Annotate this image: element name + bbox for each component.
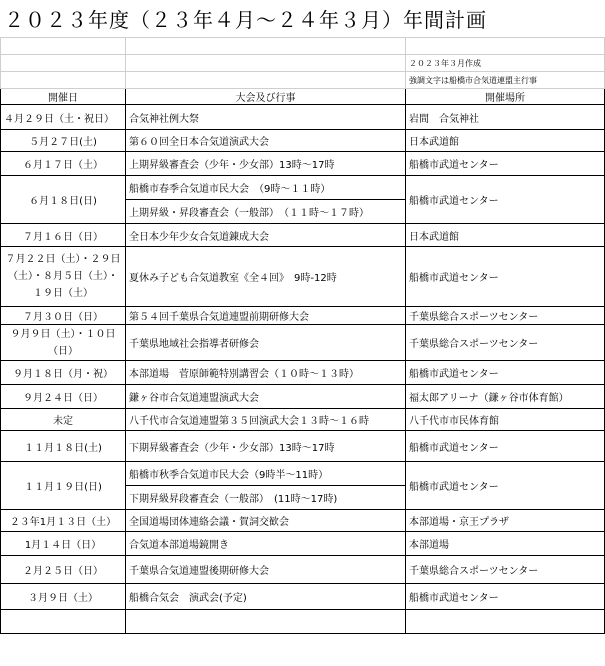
event-date: ３月９日（土） xyxy=(1,584,126,610)
event-date: ７月２２日（土）・２９日（土）・８月５日（土）・１９日（土） xyxy=(1,247,126,307)
table-row xyxy=(1,176,605,200)
table-row xyxy=(1,431,605,462)
event-venue: 千葉県総合スポーツセンター xyxy=(406,325,605,361)
event-name: 千葉県合気道連盟後期研修大会 xyxy=(126,556,406,584)
event-date: １１月１８日(土) xyxy=(1,431,126,462)
event-name: 本部道場 菅原師範特別講習会（１０時～１３時） xyxy=(126,361,406,385)
header-venue: 開催場所 xyxy=(406,89,605,105)
table-row xyxy=(1,462,605,486)
table-row xyxy=(1,556,605,584)
created-row xyxy=(1,55,605,72)
event-date: ９月２４日（日） xyxy=(1,385,126,409)
event-name: 下期昇級昇段審査会（一般部） (11時～17時) xyxy=(126,486,406,510)
event-name: 鎌ヶ谷市合気道連盟演武大会 xyxy=(126,385,406,409)
event-date: ７月１６日（日） xyxy=(1,224,126,247)
blank-row xyxy=(1,610,605,634)
event-name: 夏休み子ども合気道教室《全４回》 9時-12時 xyxy=(126,247,406,307)
legend-note: 強調文字は船橋市合気道連盟主行事 xyxy=(406,72,605,89)
table-row xyxy=(1,325,605,361)
event-name: 船橋市秋季合気道市民大会（9時半～11時） xyxy=(126,462,406,486)
event-venue: 千葉県総合スポーツセンター xyxy=(406,307,605,325)
event-venue: 八千代市市民体育館 xyxy=(406,409,605,431)
event-date: ７月３０日（日） xyxy=(1,307,126,325)
event-name: 上期昇級・昇段審査会（一般部） （１１時～１７時） xyxy=(126,200,406,224)
event-venue: 千葉県総合スポーツセンター xyxy=(406,556,605,584)
event-date: ９月１８日（月・祝） xyxy=(1,361,126,385)
event-date: ２３年1月１３日（土） xyxy=(1,510,126,532)
event-venue: 本部道場 xyxy=(406,532,605,556)
event-venue: 船橋市武道センター xyxy=(406,584,605,610)
event-name: 上期昇級審査会（少年・少女部）13時～17時 xyxy=(126,152,406,176)
event-venue: 日本武道館 xyxy=(406,224,605,247)
event-date: 未定 xyxy=(1,409,126,431)
event-venue: 船橋市武道センター xyxy=(406,176,605,224)
event-name: 千葉県地域社会指導者研修会 xyxy=(126,325,406,361)
event-venue: 本部道場・京王プラザ xyxy=(406,510,605,532)
table-row xyxy=(1,152,605,176)
event-date: ５月２７日(土) xyxy=(1,130,126,152)
table-row xyxy=(1,307,605,325)
schedule-table xyxy=(0,37,605,634)
event-name: 合気神社例大祭 xyxy=(126,105,406,130)
event-name: 船橋市春季合気道市民大会 （9時～１１時） xyxy=(126,176,406,200)
table-row xyxy=(1,385,605,409)
event-name: 合気道本部道場鏡開き xyxy=(126,532,406,556)
event-name: 下期昇級審査会（少年・少女部）13時～17時 xyxy=(126,431,406,462)
table-row xyxy=(1,224,605,247)
event-date: 1月１４日（日） xyxy=(1,532,126,556)
table-row xyxy=(1,532,605,556)
event-name: 全日本少年少女合気道錬成大会 xyxy=(126,224,406,247)
event-venue: 船橋市武道センター xyxy=(406,247,605,307)
event-venue: 船橋市武道センター xyxy=(406,152,605,176)
event-date: ９月９日（土）・１０日（日） xyxy=(1,325,126,361)
created-date: ２０２３年３月作成 xyxy=(406,55,605,72)
event-venue: 福太郎アリーナ（鎌ヶ谷市体育館） xyxy=(406,385,605,409)
spacer-row xyxy=(1,38,605,55)
event-venue: 船橋市武道センター xyxy=(406,431,605,462)
event-venue: 船橋市武道センター xyxy=(406,361,605,385)
event-venue: 日本武道館 xyxy=(406,130,605,152)
event-name: 第６０回全日本合気道演武大会 xyxy=(126,130,406,152)
event-date: ４月２９日（土・祝日） xyxy=(1,105,126,130)
event-venue: 船橋市武道センター xyxy=(406,462,605,510)
header-date: 開催日 xyxy=(1,89,126,105)
note-row xyxy=(1,72,605,89)
table-row xyxy=(1,247,605,307)
table-row xyxy=(1,409,605,431)
event-name: 船橋合気会 演武会(予定) xyxy=(126,584,406,610)
event-date: １１月１９日(日) xyxy=(1,462,126,510)
table-row xyxy=(1,361,605,385)
event-date: ２月２５日（日） xyxy=(1,556,126,584)
table-row xyxy=(1,105,605,130)
header-event: 大会及び行事 xyxy=(126,89,406,105)
event-name: 八千代市合気道連盟第３５回演武大会１３時～１６時 xyxy=(126,409,406,431)
event-date: ６月１８日(日) xyxy=(1,176,126,224)
event-name: 全国道場団体連絡会議・賀詞交歓会 xyxy=(126,510,406,532)
header-row xyxy=(1,89,605,105)
table-row xyxy=(1,130,605,152)
table-row xyxy=(1,510,605,532)
event-date: ６月１７日（土） xyxy=(1,152,126,176)
event-name: 第５４回千葉県合気道連盟前期研修大会 xyxy=(126,307,406,325)
event-venue: 岩間 合気神社 xyxy=(406,105,605,130)
page-title: ２０２３年度（２３年４月～２４年３月）年間計画 xyxy=(4,8,487,32)
table-row xyxy=(1,584,605,610)
